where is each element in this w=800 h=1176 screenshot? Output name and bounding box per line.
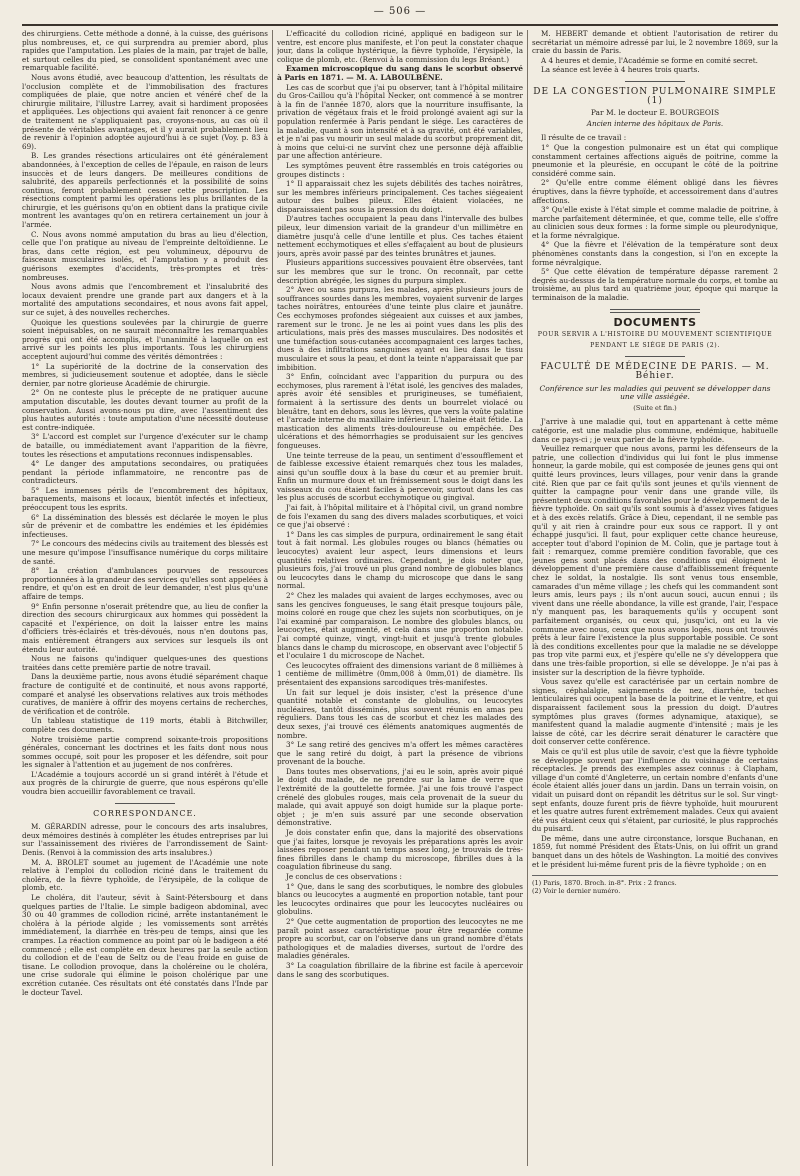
paragraph: Plusieurs apparitions successives pouvaient être observées, tant sur les membres que sur le tronc. On reconnaît, par cette description abrégée, les signes du purpura simplex.: [277, 258, 523, 285]
paragraph: 1° Il apparaissait chez les sujets débilités des taches noirâtres, sur les membres inférieurs principalement. Ces taches siégeaient autour des bulbes pileux. Elles étaient violacées, ne disparaissaient pas sous la pression du doigt.: [277, 179, 523, 214]
paragraph: Un fait sur lequel je dois insister, c'est la présence d'une quantité notable et constante de globulins, ou leucocytes nucléaires, tantôt disséminés, plus souvent réunis en amas peu réguliers. Dans tous les cas de scorbut et chez les malades des deux sexes, j'ai trouvé ces éléments anatomiques augmentés de nombre.: [277, 687, 523, 740]
paragraph: A 4 heures et demie, l'Académie se forme en comité secret.: [541, 55, 758, 65]
paragraph: 1° La supériorité de la doctrine de la conservation des membres, si judicieusement soutenue et adoptée, dans le siècle dernier, par notre glorieuse Académie de chirurgie.: [22, 361, 268, 388]
paragraph: J'arrive à une maladie qui, tout en appartenant à cette même catégorie, est une maladie plus commune, endémique, habituelle dans ce pays-ci ; je veux parler de la fièvre typhoïde.: [532, 417, 778, 444]
article-title-congestion: DE LA CONGESTION PULMONAIRE SIMPLE (1): [533, 86, 777, 106]
paragraph: Nous ne faisons qu'indiquer quelques-unes des questions traitées dans cette première partie de notre travail.: [22, 654, 268, 672]
paragraph: 3° L'accord est complet sur l'urgence d'exécuter sur le champ de bataille, ou immédiatement avant l'apparition de la fièvre, toutes les résections et amputations reconnues indispensables.: [22, 432, 268, 459]
paragraph: 3° Le sang retiré des gencives m'a offert les mêmes caractères que le sang retiré du doigt, à part la présence de vibrions provenant de la bouche.: [277, 740, 523, 767]
paragraph: D'autres taches occupaient la peau dans l'intervalle des bulbes pileux, leur dimension variait de la grandeur d'un millimètre en diamètre jusqu'à celle d'une lentille et plus. Ces taches étaient nettement ecchymotiques et elles s'effaçaient au bout de plusieurs jours, après avoir passé par des teintes brunâtres et jaunes.: [277, 214, 523, 258]
section-heading-correspondance: CORRESPONDANCE.: [93, 808, 197, 818]
paragraph: 5° Les immenses périls de l'encombrement des hôpitaux, baraquements, maisons et locaux, bientôt infectés et infectieux, préoccupent tous les esprits.: [22, 485, 268, 513]
paragraph: 2° Que cette augmentation de proportion des leucocytes ne me paraît point assez caractéristique pour être regardée comme propre au scorbut, car on l'observe dans un grand nombre d'états pathologiques et de maladies diverses, surtout de l'ordre des maladies générales.: [277, 916, 523, 961]
conference-title: Conférence sur les maladies qui peuvent se développer dans une ville assiégée.: [539, 383, 771, 402]
paragraph: 4° Le danger des amputations secondaires, ou pratiquées pendant la période inflammatoire, ne rencontre pas de contradicteurs.: [22, 459, 268, 486]
divider: [625, 356, 685, 357]
section-subtitle: POUR SERVIR A L'HISTOIRE DU MOUVEMENT SCIENTIFIQUE: [537, 331, 773, 339]
paragraph: M. HÉBERT demande et obtient l'autorisation de retirer du secrétariat un mémoire adressé par lui, le 2 novembre 1869, sur la craie du bassin de Paris.: [532, 30, 778, 56]
paragraph: C. Nous avons nommé amputation du bras au lieu d'élection, celle que l'on pratique au niveau de l'empreinte deltoïdienne. Le bras, dans cette région, est peu volumineux, dépourvu de faisceaux musculaires isolés, et l'amputation y a produit des guérisons exemptes d'accidents, très-promptes et très-nombreuses.: [22, 229, 268, 282]
article-byline-sub: Ancien interne des hôpitaux de Paris.: [586, 118, 724, 128]
paragraph: 4° Que la fièvre et l'élévation de la température sont deux phénomènes constants dans la congestion, si l'on en excepte la forme névralgique.: [532, 240, 778, 267]
paragraph: Vous savez qu'elle est caractérisée par un certain nombre de signes, céphalalgie, saignements de nez, diarrhée, taches lenticulaires qui occupent la base de la poitrine et le ventre, et qui disparaissent facilement sous la pression du doigt. D'autres symptômes plus graves (formes adynamique, ataxique), se manifestent quand la maladie augmente d'intensité ; mais je les laisse de côté, car les décrire serait dénaturer le caractère que doit conserver cette conférence.: [532, 677, 778, 747]
paragraph: 3° Enfin, coïncidant avec l'apparition du purpura ou des ecchymoses, plus rarement à l'état isolé, les gencives des malades, après avoir été sensibles et prurigineuses, se tuméfiaient, formaient à la sertissure des dents un bourrelet violacé ou bleuâtre, tant en dehors, sous les lèvres, que vers la voûte palatine et l'arcade interne du maxillaire inférieur. L'haleine était fétide. La mastication des aliments très-douloureuse ou empêchée. Des ulcérations et des hémorrhagies se produisaient sur les gencives fongueuses.: [277, 372, 523, 450]
paragraph: Les symptômes peuvent être rassemblés en trois catégories ou groupes distincts :: [277, 160, 523, 179]
paragraph: Il résulte de ce travail :: [541, 133, 627, 143]
paragraph: Ces leucocytes offraient des dimensions variant de 8 millièmes à 1 centième de millimètre (0mm,008 à 0mm,01) de diamètre. Ils présentaient des expansions sarcodiques très-manifestes.: [277, 660, 523, 687]
paragraph: 6° La dissémination des blessés est déclarée le moyen le plus sûr de prévenir et de combattre les endémies et les épidémies infectieuses.: [22, 512, 268, 539]
column-separator-1: [272, 30, 273, 1166]
column-3: [532, 30, 778, 1166]
paragraph: Je dois constater enfin que, dans la majorité des observations que j'ai faites, lorsque je revoyais les préparations après les avoir laissées reposer pendant un temps assez long, je trouvais de très-fines fibrilles dans le champ du microscope, fibrilles dues à la coagulation fibrineuse du sang.: [277, 828, 523, 872]
paragraph: Dans toutes mes observations, j'ai eu le soin, après avoir piqué le doigt du malade, de ne prendre sur la lame de verre que l'extrémité de la gouttelette formée. J'ai une fois trouvé l'aspect crénelé des globules rouges, mais cela provenait de la sueur du malade, qui avait appuyé son doigt humide sur la plaque porte-objet ; je m'en suis assuré par une seconde observation démonstrative.: [277, 766, 523, 828]
paragraph: Notre troisième partie comprend soixante-trois propositions générales, concernant les doctrines et les faits dont nous nous sommes occupé, soit pour les proposer et les défendre, soit pour les signaler à l'attention et au jugement de nos confrères.: [22, 734, 268, 770]
paragraph: Nous avons étudié, avec beaucoup d'attention, les résultats de l'occlusion complète et de l'immobilisation des fractures compliquées de plaie, que notre ancien et vénéré chef de la chirurgie militaire, l'illustre Larrey, avait si hardiment proposées et appliquées. Les objections qui avaient fait renoncer à ce genre de traitement ne s'appliquaient pas, croyons-nous, au cas où il présente de véritables avantages, et il y aurait probablement lieu de revenir à l'opinion adoptée aujourd'hui à ce sujet (Voy. p. 83 à 69).: [22, 72, 268, 151]
paragraph: Nous avons admis que l'encombrement et l'insalubrité des locaux devaient prendre une grande part aux dangers et à la mortalité des amputations secondaires, et nous avons fait appel, sur ce sujet, à des nouvelles recherches.: [22, 282, 268, 317]
footnote: (2) Voir le dernier numéro.: [532, 887, 621, 896]
section-title-documents: DOCUMENTS: [613, 315, 697, 329]
paragraph: 3° Qu'elle existe à l'état simple et comme maladie de poitrine, à marche parfaitement déterminée, et que, comme telle, elle s'offre au clinicien sous deux formes : la forme simple ou pleurodynique, et la forme névralgique.: [532, 205, 778, 240]
paragraph: 2° Avec ou sans purpura, les malades, après plusieurs jours de souffrances sourdes dans les membres, voyaient survenir de larges taches noirâtres, entourées d'une teinte plus claire et jaunâtre. Ces ecchymoses profondes siégeaient aux cuisses et aux jambes, rarement sur le tronc. Je ne les ai point vues dans les plis des articulations, mais près des masses musculaires. Des nodosités et une tuméfaction sous-cutanées accompagnaient ces larges taches, dues à des infiltrations sanguines ayant eu lieu dans le tissu musculaire et sous la peau, et dont la teinte n'apparaissait que par imbibition.: [277, 285, 523, 372]
article-byline: Par M. le docteur E. BOURGEOIS: [590, 108, 720, 118]
paragraph: Mais ce qu'il est plus utile de savoir, c'est que la fièvre typhoïde se développe souvent par l'influence du voisinage de certains réceptacles. Je prends des exemples assez connus : à Clapham, village d'un comté d'Angleterre, un certain nombre d'enfants d'une école étaient allés jouer dans un jardin. Dans un terrain voisin, on vidait un puisard dont on répandit les détritus sur le sol. Sur vingt-sept enfants, douze furent pris de fièvre typhoïde, huit moururent et les quatre autres furent extrêmement malades. Ceux qui avaient été vus étaient ceux qui s'étaient, par curiosité, le plus rapprochés du puisard.: [532, 746, 778, 834]
paragraph: Les cas de scorbut que j'ai pu observer, tant à l'hôpital militaire du Gros-Caillou qu'à l'hôpital Necker, ont commencé à se montrer à la fin de l'année 1870, alors que la nourriture insuffisante, la privation de végétaux frais et le froid prolongé avaient agi sur la population renfermée à Paris pendant le siége. Les caractères de la maladie, quant à son intensité et à sa gravité, ont été variables, et je n'ai pas vu mourir un seul malade du scorbut proprement dit, à moins que celui-ci ne survînt chez une personne déjà affaiblie par une affection antérieure.: [277, 82, 523, 161]
paragraph: 5° Que cette élévation de température dépasse rarement 2 degrés au-dessus de la température normale du corps, et tombe au troisième, au plus tard au quatrième jour, époque qui marque la terminaison de la maladie.: [532, 267, 778, 303]
paragraph: des chirurgiens. Cette méthode a donné, à la cuisse, des guérisons plus nombreuses, et, ce qui surprendra au premier abord, plus rapides que l'amputation. Les plaies de la main, par trajet de balle, et surtout celles du pied, se consolident spontanément avec une remarquable facilité.: [22, 30, 268, 73]
paragraph: Dans la deuxième partie, nous avons étudié séparément chaque fracture de contiguïté et de continuité, et nous avons rapporté, comparé et analysé les observations relatives aux trois méthodes curatives, de manière à offrir des moyens certains de recherches, de vérification et de contrôle.: [22, 672, 268, 716]
paragraph: Une teinte terreuse de la peau, un sentiment d'essoufflement et de faiblesse excessive étaient remarqués chez tous les malades, ainsi qu'un souffle doux à la base du cœur et au premier bruit. Enfin un murmure doux et un frémissement sous le doigt dans les vaisseaux du cou étaient faciles à percevoir, surtout dans les cas les plus accusés de scorbut ecchymotique ou gingival.: [277, 450, 523, 503]
paragraph: Veuillez remarquer que nous avons, parmi les défenseurs de la patrie, une collection d'individus qui lui font le plus immense honneur, la garde mobile, qui est composée de jeunes gens qui ont quitté leurs provinces, leurs villages, pour venir dans la grande cité. Rien que par ce fait qu'ils sont jeunes et qu'ils viennent de quitter la campagne pour venir dans une grande ville, ils présentent deux conditions favorables pour le développement de la fièvre typhoïde. On sait qu'ils sont soumis à d'assez vives fatigues et à des excès relatifs. Grâce à Dieu, cependant, il ne semble pas qu'il y ait rien à craindre pour eux sous ce rapport. Il y ont échappé jusqu'ici. Il faut, pour expliquer cette chance heureuse, accepter tout d'abord l'opinion de M. Colin, que je partage tout à fait : remarquez, comme première condition favorable, que ces jeunes gens sont placés dans des conditions qui éloignent le développement d'une première cause d'affaiblissement fréquente chez le soldat, la nostalgie. Ils sont venus tous ensemble, camarades d'un même village ; les chefs qui les commandent sont leurs amis, leurs pays ; ils n'ont aucun souci, aucun ennui ; ils vivent dans une réelle abondance, la ville est grande, l'air, l'espace n'y manquent pas, les baraquements qu'ils y occupent sont parfaitement organisés, ou ceux qui, jusqu'ici, ont eu la vie commune avec nous, ceux que nous avons logés, nous ont trouvés prêts à leur faire l'existence la plus supportable possible. Ce sont là des conditions excellentes pour que la maladie ne se développe pas trop vite parmi eux, et j'espère qu'elle ne s'y développera que dans une très-faible proportion, si elle se développe. Je n'ai pas à insister sur la description de la fièvre typhoïde.: [532, 444, 778, 677]
section-subtitle: PENDANT LE SIÉGE DE PARIS (2).: [590, 341, 720, 349]
column-1: [22, 30, 268, 1166]
footnote: (1) Paris, 1870. Broch. in-8°. Prix : 2 francs.: [532, 879, 677, 888]
paragraph: B. Les grandes résections articulaires ont été généralement abandonnées, à l'exception de celles de l'épaule, en raison de leurs insuccès et de leurs dangers. De meilleures conditions de salubrité, des appareils perfectionnés et la possibilité de soins continus, feront probablement cesser cette proscription. Les résections comptent parmi les opérations les plus brillantes de la chirurgie, et les guérisons qu'on en obtient dans la pratique civile montrent les avantages qu'on en retirera certainement un jour à l'armée.: [22, 151, 268, 230]
divider: [625, 81, 685, 82]
article-heading-scorbut: Examen microscopique du sang dans le scorbut observé à Paris en 1871. — M. A. LABOULBÈNE.: [277, 64, 523, 82]
paragraph: Le choléra, dit l'auteur, sévit à Saint-Pétersbourg et dans quelques parties de l'Italie. Le simple badigeon abdominal, avec 30 ou 40 grammes de collodion riciné, arrête instantanément le choléra à la période algide ; les vomissements sont arrêtés immédiatement, la diarrhée en très-peu de temps, ainsi que les crampes. La réaction commence au point par où le badigeon a été commencé ; elle est complète en deux heures par la seule action du collodion et de l'eau de Seltz ou de l'eau froide en guise de tisane. Le collodion provoque, dans la choléreine ou le choléra, une crise sudorale qui élimine le poison cholérique par une excrétion cutanée. Ces résultats ont été constatés dans l'Inde par le docteur Tavel.: [22, 893, 268, 997]
paragraph: 2° Chez les malades qui avaient de larges ecchymoses, avec ou sans les gencives fongueuses, le sang était presque toujours pâle, moins coloré en rouge que chez les sujets non scorbutiques, on je l'ai examiné par comparaison. Le nombre des globules blancs, ou leucocytes, était augmenté, et cela dans une proportion notable. J'ai compté quinze, vingt, vingt-huit et jusqu'à trente globules blancs dans le champ du microscope, en observant avec l'objectif 5 et l'oculaire 1 du microscope de Nachet.: [277, 591, 523, 661]
page-number: — 506 —: [373, 6, 427, 17]
divider: [610, 309, 700, 313]
paragraph: M. A. BROLET soumet au jugement de l'Académie une note relative à l'emploi du collodion riciné dans le traitement du choléra, de la fièvre typhoïde, de l'érysipèle, de la colique de plomb, etc.: [22, 857, 268, 893]
footnotes: [532, 875, 778, 895]
paragraph: 9° Enfin personne n'oserait prétendre que, au lieu de confier la direction des secours chirurgicaux aux hommes qui possèdent la capacité et l'expérience, on doit la laisser entre les mains d'officiers très-éclairés et très-dévoués, nous n'en doutons pas, mais entièrement étrangers aux services sur lesquels ils ont étendu leur autorité.: [22, 601, 268, 654]
paragraph: 3° La coagulation fibrillaire de la fibrine est facile à apercevoir dans le sang des scorbutiques.: [277, 960, 523, 979]
paragraph: Quoique les questions soulevées par la chirurgie de guerre soient inépuisables, on ne saurait méconnaître les remarquables progrès qui ont été accomplis, et l'unanimité à laquelle on est arrivé sur les points les plus importants. Tous les chirurgiens acceptent aujourd'hui comme des vérités démontrées :: [22, 317, 268, 361]
paragraph: 7° Le concours des médecins civils au traitement des blessés est une mesure qu'impose l'insuffisance numérique du corps militaire de santé.: [22, 539, 268, 566]
paragraph: 2° On ne conteste plus le précepte de ne pratiquer aucune amputation discutable, les doutes devant tourner au profit de la conservation. Aussi avons-nous pu dire, avec l'assentiment des plus hautes autorités : toute amputation d'une nécessité douteuse est contre-indiquée.: [22, 388, 268, 432]
paragraph: M. GÉRARDIN adresse, pour le concours des arts insalubres, deux mémoires destinés à compléter les études entreprises par lui sur l'assainissement des rivières de l'arrondissement de Saint-Denis. (Renvoi à la commission des arts insalubres.): [22, 822, 268, 858]
paragraph: J'ai fait, à l'hôpital militaire et à l'hôpital civil, un grand nombre de fois l'examen du sang des divers malades scorbutiques, et voici ce que j'ai observé :: [277, 503, 523, 530]
paragraph: De même, dans une autre circonstance, lorsque Buchanan, en 1859, fut nommé Président des États-Unis, on lui offrit un grand banquet dans un des hôtels de Washington. La moitié des convives et le président lui-même furent pris de la fièvre typhoïde ; on en: [532, 833, 778, 869]
column-separator-2: [527, 30, 528, 1166]
paragraph: 1° Dans les cas simples de purpura, ordinairement le sang était tout à fait normal. Les globules rouges ou blancs (hématies ou leucocytes) avaient leur aspect, leurs dimensions et leurs quantités relatives ordinaires. Cependant, je dois noter que, plusieurs fois, j'ai trouvé un plus grand nombre de globules blancs ou leucocytes dans le champ du microscope que dans le sang normal.: [277, 529, 523, 591]
paragraph: Un tableau statistique de 119 morts, établi à Bitchwiller, complète ces documents.: [22, 716, 268, 734]
continuation-note: (Suite et fin.): [633, 403, 677, 412]
header-rule: [22, 24, 778, 26]
faculty-heading: FACULTÉ DE MÉDECINE DE PARIS. — M. Béhier.: [540, 362, 770, 381]
paragraph: 2° Qu'elle entre comme élément obligé dans les fièvres éruptives, dans la fièvre typhoïde, et accessoirement dans d'autres affections.: [532, 178, 778, 205]
paragraph: 1° Que, dans le sang des scorbutiques, le nombre des globules blancs ou leucocytes a augmenté en proportion notable, tant pour les leucocytes ordinaires que pour les leucocytes nucléaires ou globulins.: [277, 881, 523, 917]
paragraph: L'Académie a toujours accordé un si grand intérêt à l'étude et aux progrès de la chirurgie de guerre, que nous espérons qu'elle voudra bien accueillir favorablement ce travail.: [22, 769, 268, 797]
paragraph: L'efficacité du collodion riciné, appliqué en badigeon sur le ventre, est encore plus manifeste, et l'on peut la constater chaque jour, dans la colique hystérique, la fièvre typhoïde, l'érysipèle, la colique de plomb, etc. (Renvoi à la commission du legs Bréant.): [277, 30, 523, 64]
column-2: [277, 30, 523, 1166]
paragraph: La séance est levée à 4 heures trois quarts.: [541, 65, 700, 75]
paragraph: 8° La création d'ambulances pourvues de ressources proportionnées à la grandeur des services qu'elles sont appelées à rendre, et qu'on est en droit de leur demander, n'est plus qu'une affaire de temps.: [22, 566, 268, 601]
divider: [115, 803, 175, 804]
paragraph: Je conclus de ces observations :: [286, 872, 402, 881]
paragraph: 1° Que la congestion pulmonaire est un état qui complique constamment certaines affections aiguës de poitrine, comme la pneumonie et la pleurésie, en occupant le côté de la poitrine considéré comme sain.: [532, 142, 778, 178]
